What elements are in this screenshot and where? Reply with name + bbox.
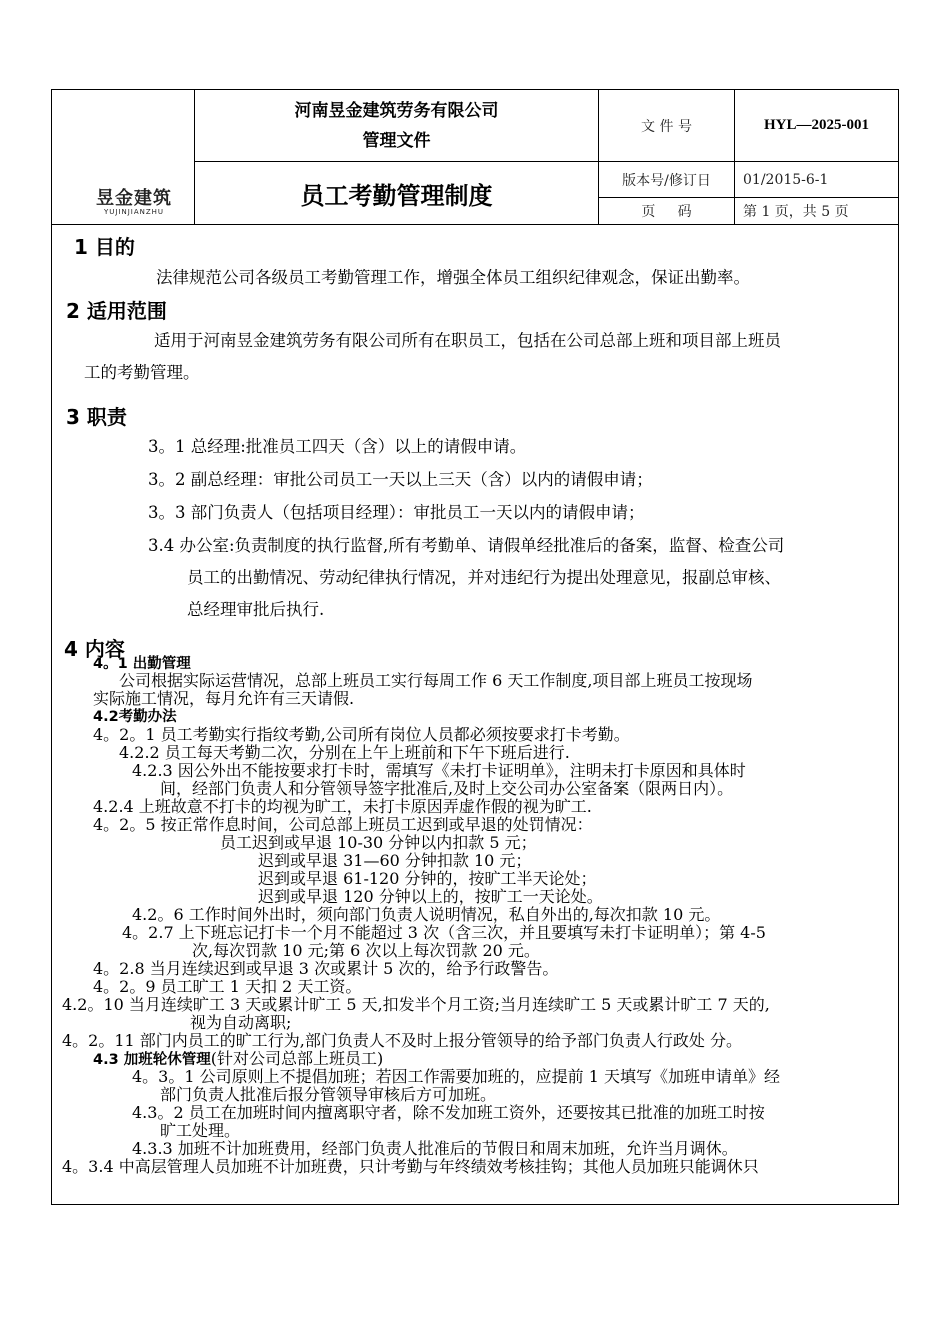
version-value: 01/2015-6-1 (743, 171, 829, 188)
file-number-label: 文 件 号 (641, 118, 692, 135)
section-2-text-line-2: 工的考勤管理。 (84, 363, 200, 382)
section-2-text-line-1: 适用于河南昱金建筑劳务有限公司所有在职员工，包括在公司总部上班和项目部上班员 (154, 331, 781, 350)
subsection-4-1-heading: 4。1 出勤管理 (93, 656, 191, 672)
subsection-4-3-title: 4.3 加班轮休管理 (93, 1052, 211, 1068)
file-number: HYL—2025-001 (764, 117, 869, 133)
penalty-2: 迟到或早退 31—60 分钟扣款 10 元； (258, 851, 532, 870)
page-count: 第 1 页，共 5 页 (743, 204, 849, 220)
rule-4-2-7-line-1: 4。2.7 上下班忘记打卡一个月不能超过 3 次（含三次，并且要填写未打卡证明单）；第 4-5 (122, 923, 766, 942)
rule-4-2-2: 4.2.2 员工每天考勤二次，分别在上午上班前和下午下班后进行. (119, 743, 570, 762)
duty-3-4-line-2: 员工的出勤情况、劳动纪律执行情况，并对违纪行为提出处理意见，报副总审核、 (187, 568, 781, 587)
penalty-4: 迟到或早退 120 分钟以上的，按旷工一天论处。 (258, 887, 603, 906)
document-header (52, 90, 898, 225)
rule-4-2-4: 4.2.4 上班故意不打卡的均视为旷工，未打卡原因弄虚作假的视为旷工. (93, 797, 592, 816)
duty-3-2: 3。2 副总经理：审批公司员工一天以上三天（含）以内的请假申请； (148, 470, 653, 489)
document-type: 管理文件 (362, 131, 431, 151)
section-1-heading: 1 目的 (74, 235, 135, 259)
company-logo (80, 190, 188, 214)
rule-4-2-8: 4。2.8 当月连续迟到或早退 3 次或累计 5 次的，给予行政警告。 (93, 959, 559, 978)
rule-4-3-4: 4。3.4 中高层管理人员加班不计加班费，只计考勤与年终绩效考核挂钩；其他人员加班只能调休只 (62, 1157, 759, 1176)
section-3-heading: 3 职责 (66, 405, 127, 429)
section-4-heading: 4 内容 (64, 637, 125, 661)
duty-3-3: 3。3 部门负责人（包括项目经理）：审批员工一天以内的请假申请； (148, 503, 645, 522)
duty-3-4-line-3: 总经理审批后执行. (187, 600, 325, 619)
penalty-1: 员工迟到或早退 10-30 分钟以内扣款 5 元； (220, 833, 537, 852)
page-label: 页 码 (641, 204, 692, 220)
rule-4-2-6: 4.2。6 工作时间外出时，须向部门负责人说明情况，私自外出的,每次扣款 10 元。 (132, 905, 721, 924)
rule-4-2-9: 4。2。9 员工旷工 1 天扣 2 天工资。 (93, 977, 362, 996)
subsection-4-3-note: (针对公司总部上班员工) (210, 1049, 384, 1068)
duty-3-1: 3。1 总经理:批准员工四天（含）以上的请假申请。 (148, 437, 527, 456)
subsection-4-2-heading: 4.2考勤办法 (93, 709, 177, 725)
rule-4-2-7-line-2: 次,每次罚款 10 元;第 6 次以上每次罚款 20 元。 (192, 941, 540, 960)
rule-4-2-3-line-2: 间，经部门负责人和分管领导签字批准后,及时上交公司办公室备案（限两日内）。 (160, 779, 734, 798)
logo-subtext: YUJINJIANZHU (103, 208, 165, 216)
section-2-heading: 2 适用范围 (66, 299, 167, 323)
company-name: 河南昱金建筑劳务有限公司 (294, 101, 499, 121)
rule-4-3-1-line-1: 4。3。1 公司原则上不提倡加班；若因工作需要加班的，应提前 1 天填写《加班申请单》经 (132, 1067, 780, 1086)
penalty-3: 迟到或早退 61-120 分钟的，按旷工半天论处； (258, 869, 597, 888)
rule-4-2-5: 4。2。5 按正常作息时间，公司总部上班员工迟到或早退的处罚情况： (93, 815, 593, 834)
logo-text: 昱金建筑 (96, 188, 172, 209)
rule-4-3-2-line-2: 旷工处理。 (160, 1121, 241, 1140)
rule-4-2-1: 4。2。1 员工考勤实行指纹考勤,公司所有岗位人员都必须按要求打卡考勤。 (93, 725, 630, 744)
document-page (51, 89, 899, 1205)
rule-4-3-3: 4.3.3 加班不计加班费用，经部门负责人批准后的节假日和周末加班，允许当月调休。 (132, 1139, 738, 1158)
rule-4-2-10-line-1: 4.2。10 当月连续旷工 3 天或累计旷工 5 天,扣发半个月工资;当月连续旷工 5 天或累计旷工 7 天的, (62, 995, 770, 1014)
rule-4-3-1-line-2: 部门负责人批准后报分管领导审核后方可加班。 (160, 1085, 497, 1104)
document-title: 员工考勤管理制度 (300, 181, 493, 210)
rule-4-3-2-line-1: 4.3。2 员工在加班时间内擅离职守者，除不发加班工资外，还要按其已批准的加班工时按 (132, 1103, 765, 1122)
duty-3-4-line-1: 3.4 办公室:负责制度的执行监督,所有考勤单、请假单经批准后的备案，监督、检查公司 (148, 536, 785, 555)
attendance-text-line-2: 实际施工情况，每月允许有三天请假. (93, 689, 355, 708)
rule-4-2-3-line-1: 4.2.3 因公外出不能按要求打卡时，需填写《未打卡证明单》，注明未打卡原因和具体时 (132, 761, 746, 780)
rule-4-2-10-line-2: 视为自动离职; (190, 1013, 292, 1032)
section-1-text: 法律规范公司各级员工考勤管理工作，增强全体员工组织纪律观念，保证出勤率。 (156, 268, 750, 287)
attendance-text-line-1: 公司根据实际运营情况，总部上班员工实行每周工作 6 天工作制度,项目部上班员工按现场 (119, 671, 753, 690)
version-label: 版本号/修订日 (622, 172, 711, 189)
rule-4-2-11: 4。2。11 部门内员工的旷工行为,部门负责人不及时上报分管领导的给予部门负责人行政处 分。 (62, 1031, 742, 1050)
